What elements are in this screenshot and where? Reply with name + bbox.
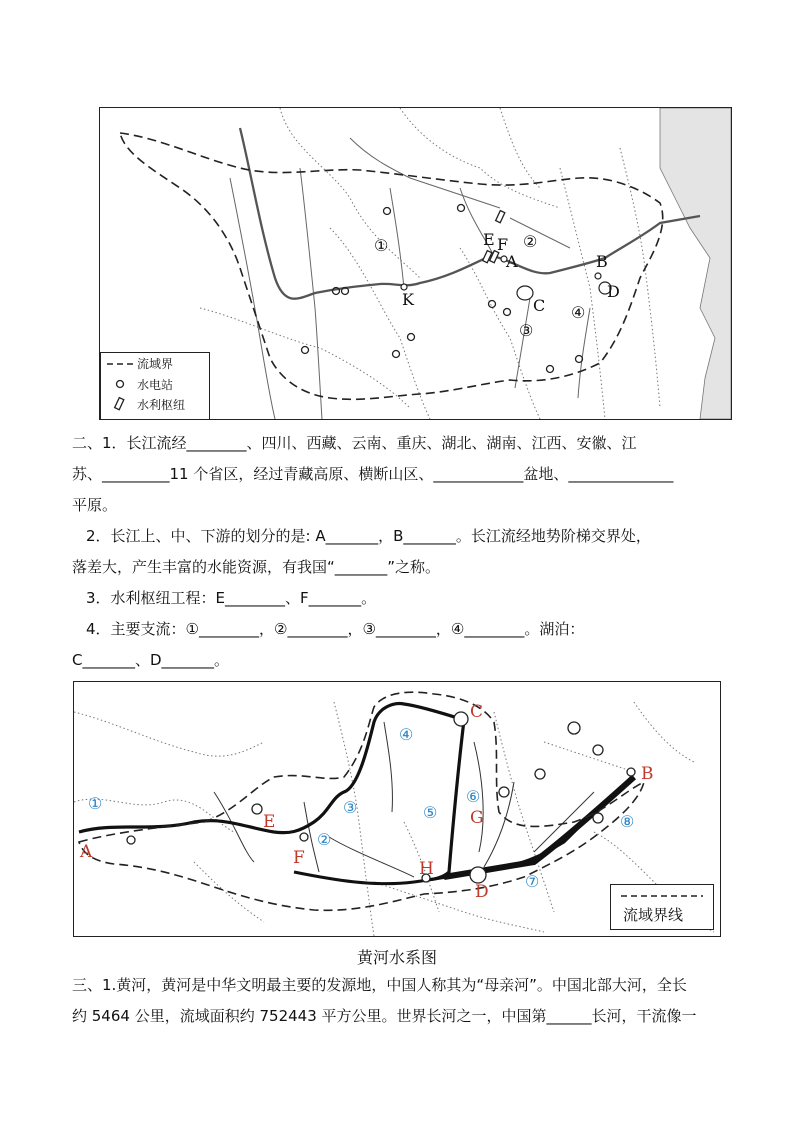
province-boundaries [200,108,660,419]
sea-area [660,108,731,419]
label-lake-c: C [533,296,546,315]
label-point-c: C [470,702,484,722]
point-a [127,836,135,844]
legend-line-symbol [621,891,703,901]
label-point-b: B [641,764,654,784]
section3-text [72,970,722,1032]
label-region-8: ⑧ [620,812,635,831]
label-point-f: F [293,848,305,868]
label-region-2: ② [317,830,332,849]
legend-hydro-icon [117,381,124,388]
point-c [454,712,468,726]
hydro-station-icon [408,334,415,341]
hydro-station-icon [393,351,400,358]
label-region-5: ⑤ [423,803,438,822]
city-point [593,813,603,823]
map2-caption: 黄河水系图 [356,948,437,967]
point-b [595,273,601,279]
q4-line1: 4．主要支流：①________，②________，③________，④________。湖泊： [86,620,585,638]
label-tributary-4: ④ [571,303,586,322]
map1-legend [100,352,210,420]
label-point-a: A [80,842,93,862]
legend-boundary-label: 流域界 [137,357,174,371]
tributaries-2 [214,722,594,877]
city-point [568,722,580,734]
hydro-station-icon [489,301,496,308]
hydro-station-icon [384,208,391,215]
legend-symbols [105,358,135,418]
q4-line2: C_______、D_______。 [72,651,230,669]
hub-icon [496,211,505,223]
lake-c [517,286,533,300]
basin-boundary-2 [79,692,644,910]
city-point [252,804,262,814]
city-points [127,712,635,883]
q2-line2: 落差大，产生丰富的水能资源，有我国“_______”之称。 [72,558,441,576]
label-tributary-3: ③ [519,321,534,340]
hydro-station-icon [504,309,511,316]
q1-line1: 二、1．长江流经________、四川、西藏、云南、重庆、湖北、湖南、江西、安徽、江 [72,434,637,452]
point-d [470,867,486,883]
yellow-river-map [73,681,721,937]
section2-questions [72,428,722,676]
section3-line2: 约 5464 公里，流域面积约 752443 平方公里。世界长河之一，中国第______长河，干流像一 [72,1007,697,1025]
label-hub-e: E [483,230,495,249]
hydro-station-icon [302,347,309,354]
label-region-4: ④ [399,725,414,744]
q2-line1: 2．长江上、中、下游的划分的是: A_______，B_______。长江流经地势阶梯交界处， [86,527,651,545]
q1-line3: 平原。 [72,496,118,514]
label-point-h: H [419,859,434,879]
label-hub-f: F [497,235,509,254]
yangtze-river-map [99,107,732,420]
hydro-station-icon [547,366,554,373]
label-tributary-2: ② [523,232,538,251]
yangtze-main-stream [240,128,700,299]
label-point-k: K [402,290,414,309]
label-region-7: ⑦ [525,872,540,891]
hydro-station-icon [576,356,583,363]
section3-line1: 三、1.黄河，黄河是中华文明最主要的发源地，中国人称其为“母亲河”。中国北部大河，全长 [72,976,687,994]
city-point [499,787,509,797]
label-region-6: ⑥ [466,787,481,806]
label-region-1: ① [88,794,103,813]
legend-hydro-label: 水电站 [137,378,174,392]
label-point-e: E [263,812,276,832]
label-point-d: D [475,882,489,902]
label-tributary-1: ① [374,236,389,255]
q1-line2: 苏、_________11 个省区，经过青藏高原、横断山区、____________盆地、______________ [72,465,674,483]
label-lake-d: D [607,282,620,301]
city-point [593,745,603,755]
legend-boundary-label-2: 流域界线 [623,906,684,924]
legend-hub-label: 水利枢纽 [137,398,186,412]
legend-hub-icon [115,398,124,410]
label-point-b: B [596,252,608,271]
city-point [627,768,635,776]
label-region-3: ③ [343,798,358,817]
q3: 3．水利枢纽工程：E________、F_______。 [86,589,377,607]
city-point [300,833,308,841]
label-point-g: G [470,808,484,828]
map2-legend [610,884,714,930]
label-point-a: A [506,252,518,271]
city-point [535,769,545,779]
hydro-station-icon [458,205,465,212]
